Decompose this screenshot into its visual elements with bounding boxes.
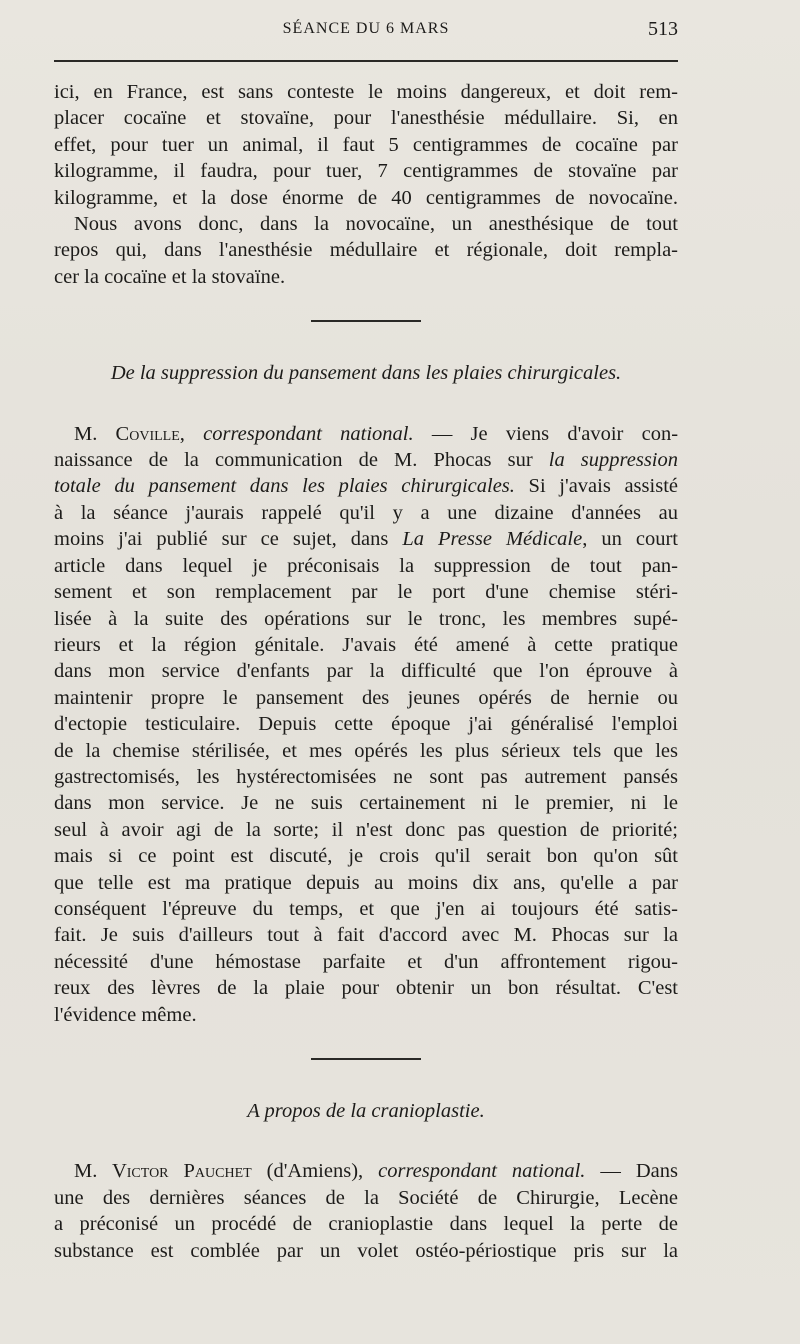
text-line: conséquent l'épreuve du temps, et que j'en ai toujours été satis-: [54, 897, 678, 920]
text-line: substance est comblée par un volet ostéo-périostique pris sur la: [54, 1239, 678, 1262]
text-line: d'ectopie testiculaire. Depuis cette époque j'ai généralisé l'emploi: [54, 713, 678, 736]
running-title: SÉANCE DU 6 MARS: [282, 20, 450, 37]
text-line: rieurs et la région génitale. J'avais été amené à cette pratique: [54, 633, 678, 656]
text-line: reux des lèvres de la plaie pour obtenir un bon résultat. C'est: [54, 977, 678, 1000]
speaker-name: M. Victor Pauchet: [74, 1160, 252, 1183]
text-line: totale du pansement dans les plaies chirurgicales. Si j'avais assisté: [54, 475, 678, 498]
text-line: lisée à la suite des opérations sur le tronc, les membres supé-: [54, 607, 678, 630]
text-line: Nous avons donc, dans la novocaïne, un anesthésique de tout: [74, 213, 678, 236]
text-line: l'évidence même.: [54, 1003, 197, 1026]
text-line: cer la cocaïne et la stovaïne.: [54, 265, 286, 288]
text-line: de la chemise stérilisée, et mes opérés les plus sérieux tels que les: [54, 739, 678, 762]
text-line: naissance de la communication de M. Phocas sur la suppression: [54, 449, 678, 472]
text-line: kilogramme, il faudra, pour tuer, 7 centigrammes de stovaïne par: [54, 160, 678, 183]
text-line: à la séance j'aurais rappelé qu'il y a une dizaine d'années au: [54, 501, 678, 524]
text-line: ici, en France, est sans conteste le moins dangereux, et doit rem-: [54, 81, 678, 103]
header-rule: [54, 60, 678, 62]
text-line: sement et son remplacement par le port d'une chemise stéri-: [54, 581, 678, 604]
speaker-name: M. Coville,: [74, 422, 185, 445]
running-head: [54, 18, 678, 44]
speaker-role: correspondant national.: [203, 422, 414, 445]
text-line: fait. Je suis d'ailleurs tout à fait d'accord avec M. Phocas sur la: [54, 924, 678, 947]
text-line: maintenir propre le pansement des jeunes opérés de hernie ou: [54, 686, 678, 709]
text-line: dans mon service. Je ne suis certainement ni le premier, ni le: [54, 792, 678, 815]
text-line: effet, pour tuer un animal, il faut 5 centigrammes de cocaïne par: [54, 133, 678, 156]
text-line: gastrectomisés, les hystérectomisées ne sont pas autrement pansés: [54, 765, 678, 788]
text-line: M. Victor Pauchet (d'Amiens), correspondant national. — Dans: [74, 1160, 678, 1183]
speaker-role: correspondant national.: [378, 1160, 586, 1183]
section-heading-cranioplastie: A propos de la cranioplastie.: [247, 1100, 485, 1122]
text-line: dans mon service d'enfants par la difficulté que l'on éprouve à: [54, 660, 678, 683]
text-line: placer cocaïne et stovaïne, pour l'anesthésie médullaire. Si, en: [54, 107, 678, 130]
text-line: a préconisé un procédé de cranioplastie dans lequel la perte de: [54, 1213, 678, 1236]
text-line: que telle est ma pratique depuis au moins dix ans, qu'elle a par: [54, 871, 678, 894]
text-line: M. Coville, correspondant national. — Je viens d'avoir con-: [74, 422, 679, 445]
paragraph-pauchet: [54, 1158, 678, 1264]
text-line: repos qui, dans l'anesthésie médullaire et régionale, doit rempla-: [54, 239, 678, 262]
text-line: mais si ce point est discuté, je crois qu'il serait bon qu'on sût: [54, 845, 678, 868]
paragraph-coville: [54, 421, 678, 1028]
paragraph-novocaine: [54, 79, 678, 290]
body-text: [54, 79, 678, 1264]
text-line: nécessité d'une hémostase parfaite et d'un affrontement rigou-: [54, 950, 678, 973]
text-line: une des dernières séances de la Société de Chirurgie, Lecène: [54, 1186, 678, 1209]
section-heading-pansement: De la suppression du pansement dans les plaies chirurgicales.: [110, 362, 622, 385]
text-line: moins j'ai publié sur ce sujet, dans La Presse Médicale, un court: [54, 528, 679, 551]
text-line: seul à avoir agi de la sorte; il n'est donc pas question de priorité;: [54, 818, 678, 841]
text-line: article dans lequel je préconisais la suppression de tout pan-: [54, 554, 678, 577]
journal-title: La Presse Médicale: [402, 528, 583, 551]
page-number: 513: [648, 18, 678, 40]
text-line: kilogramme, et la dose énorme de 40 centigrammes de novocaïne.: [54, 186, 678, 209]
